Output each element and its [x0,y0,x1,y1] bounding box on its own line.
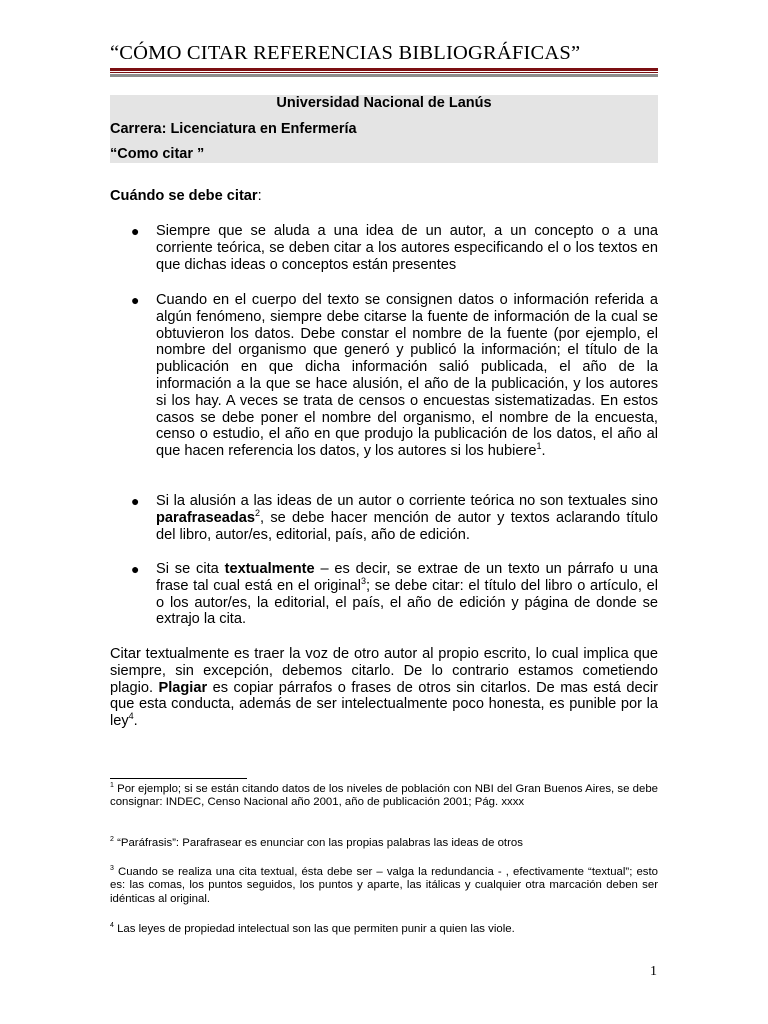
footnote-4 [110,923,658,936]
footnote-text: “Paráfrasis”: Parafrasear es enunciar con las propias palabras las ideas de otros [113,837,523,849]
title-rule-gray [110,74,658,77]
footnote-mark: 4 [110,922,114,930]
bullet-3-text-a: Si la alusión a las ideas de un autor o corriente teórica no son textuales sino [156,493,658,509]
bullet-icon: ● [131,493,140,509]
footnote-text: Las leyes de propiedad intelectual son las que permiten punir a quien las viole. [113,923,515,935]
bullet-item-3 [156,493,658,543]
closing-end: . [133,713,138,730]
career-name: Carrera: Licenciatura en Enfermería [110,121,357,137]
closing-text-b: es copiar párrafos o frases de otros sin citarlos. De mas está decir que esta conducta, además de ser intelectualmente poco honesta, es punible por la ley [110,679,658,730]
footnote-text: Por ejemplo; si se están citando datos de los niveles de población con NBI del Gran Buenos Aires, se debe consignar: INDEC, Censo Nacional año 2001, año de publicación 2001; Pág. xxxx [110,783,658,809]
section-heading-label: Cuándo se debe citar [110,188,258,204]
footnote-ref-1[interactable]: 1 [536,441,542,452]
closing-text-a: Citar textualmente es traer la voz de otro autor al propio escrito, lo cual implica que siempre, sin excepción, debemos citarlo. De lo contrario estamos cometiendo plagio. [110,646,658,696]
footnote-mark: 3 [110,865,114,873]
footnote-2 [110,837,658,850]
bullet-3-bold: parafraseadas [156,509,255,526]
bullet-icon: ● [131,561,140,577]
section-heading [110,188,262,205]
title-rule-thin [110,72,658,73]
bullet-4-text-c: ; se debe citar: el título del libro o artículo, el o los autor/es, la editorial, el país, el año de edición y página de donde se extrajo la cita. [156,577,658,628]
footnote-1 [110,783,658,810]
footnote-text: Cuando se realiza una cita textual, ésta debe ser – valga la redundancia - , efectivamente “textual”; esto es: las comas, los puntos seguidos, los puntos y aparte, las itálicas y cualquier otra marcación deben ser idénticas al original. [110,866,658,905]
bullet-item-2 [156,292,658,460]
bullet-2-end: . [541,443,546,460]
section-heading-colon: : [257,188,262,204]
bullet-icon: ● [131,292,140,308]
footnote-3 [110,866,658,906]
bullet-2-text: Cuando en el cuerpo del texto se consignen datos o información referida a algún fenómeno, siempre debe citarse la fuente de información de la cual se obtuvieron los datos. Debe constar el nombre de la fuente (por ejemplo, el nombre del organismo que generó y publicó la información; el título de la publicación en que dicha información salió publicada, el año de la información a la que se hace alusión, el año de la publicación, y los autores si los hay. A veces se trata de censos o encuestas sistematizadas. En estos casos se debe poner el nombre del organismo, el nombre de la encuesta, censo o estudio, el año en que produjo la publicación de los datos, el año al que hacen referencia los datos, y los autores si los hubiere [156,292,658,460]
bullet-4-bold: textualmente [224,561,315,577]
closing-bold: Plagiar [158,679,208,696]
university-name: Universidad Nacional de Lanús [276,95,492,111]
footnote-mark: 1 [110,782,114,790]
header-subtitle: “Como citar ” [110,146,205,162]
document-title: “CÓMO CITAR REFERENCIAS BIBLIOGRÁFICAS” [110,42,581,64]
page-number: 1 [650,964,657,979]
bullet-3-text-b: , se debe hacer mención de autor y textos aclarando título del libro, autor/es, editorial, país, año de edición. [156,509,658,543]
bullet-4-text-a: Si se cita [156,561,225,577]
footnote-ref-4[interactable]: 4 [128,711,134,722]
header-box [110,95,658,163]
bullet-4-text-b: – es decir, se extrae de un texto un párrafo u una frase tal cual está en el original [156,561,658,594]
closing-paragraph [110,646,658,730]
footnote-mark: 2 [110,836,114,844]
footnote-separator [110,778,247,779]
footnote-ref-2[interactable]: 2 [254,507,260,518]
bullet-icon: ● [131,223,140,239]
bullet-1-text: Siempre que se aluda a una idea de un autor, a un concepto o a una corriente teórica, se deben citar a los autores especificando el o los textos en que dichas ideas o conceptos están presentes [156,223,658,273]
footnote-ref-3[interactable]: 3 [361,575,367,586]
title-rule-thick [110,68,658,71]
bullet-item-1 [156,223,658,273]
bullet-item-4 [156,561,658,628]
